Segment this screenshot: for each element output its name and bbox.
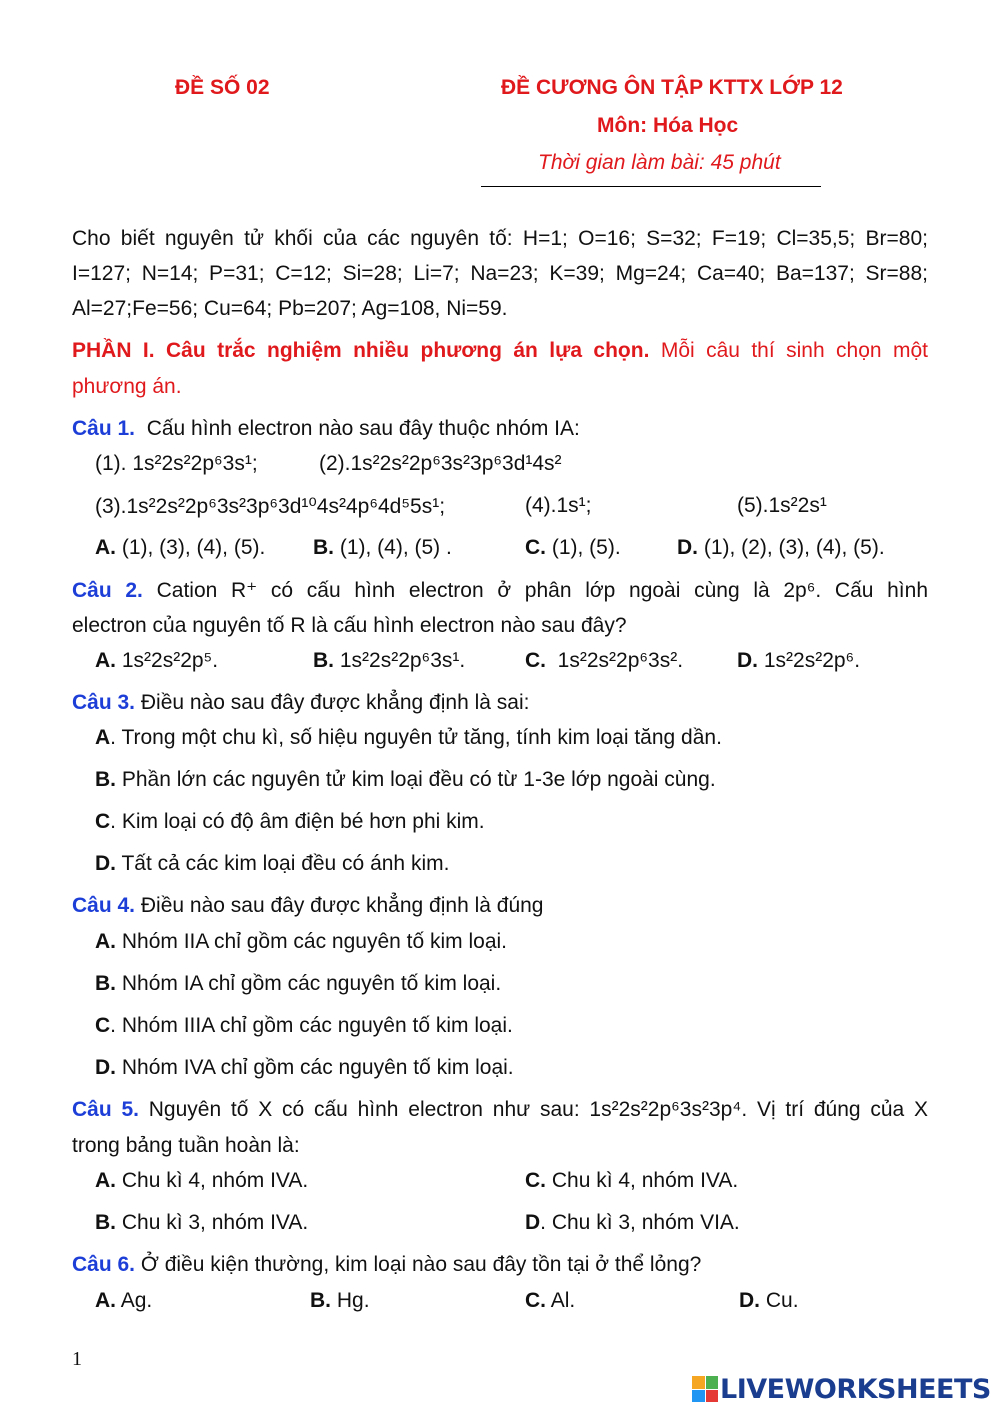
q6-option-d[interactable] (739, 1289, 799, 1313)
question-1 (72, 417, 580, 441)
option-label: D. (737, 649, 758, 672)
atomic-mass-line-3: Al=27;Fe=56; Cu=64; Pb=207; Ag=108, Ni=59. (72, 297, 508, 320)
part1-heading-line-2: phương án. (72, 375, 182, 398)
liveworksheets-brand: LIVEWORKSHEETS (720, 1373, 991, 1405)
question-5 (72, 1098, 928, 1122)
question-1-label: Câu 1. (72, 417, 136, 440)
q3-option-b[interactable] (95, 768, 716, 792)
question-6-label: Câu 6. (72, 1253, 136, 1276)
q4-option-d[interactable] (95, 1056, 514, 1080)
option-text: Chu kì 3, nhóm IVA. (121, 1211, 309, 1234)
q6-option-c[interactable] (525, 1289, 575, 1313)
question-4 (72, 894, 543, 918)
atomic-mass-line-2: I=127; N=14; P=31; C=12; Si=28; Li=7; Na=23; K=39; Mg=24; Ca=40; Ba=137; Sr=88; (72, 262, 928, 285)
duration-label: Thời gian làm bài: 45 phút (538, 151, 781, 174)
option-text: . Trong một chu kì, số hiệu nguyên tử tăng, tính kim loại tăng dần. (110, 726, 722, 749)
q6-option-a[interactable] (95, 1289, 152, 1313)
q5-option-b[interactable] (95, 1211, 308, 1235)
exam-number: ĐỀ SỐ 02 (175, 76, 270, 99)
q4-option-c[interactable] (95, 1014, 513, 1038)
option-text: . Chu kì 3, nhóm VIA. (540, 1211, 740, 1234)
q1-item-2: (2).1s²2s²2p⁶3s²3p⁶3d¹4s² (319, 452, 562, 475)
option-label: C. (525, 536, 546, 559)
option-text: Phần lớn các nguyên tử kim loại đều có từ 1-3e lớp ngoài cùng. (121, 768, 716, 791)
option-label: B. (313, 536, 334, 559)
logo-square-3 (692, 1390, 705, 1403)
option-text: Al. (550, 1289, 576, 1312)
q4-option-a[interactable] (95, 930, 507, 954)
option-text: Hg. (336, 1289, 370, 1312)
question-2-line-1: Cation R⁺ có cấu hình electron ở phân lớp ngoài cùng là 2p⁶. Cấu hình (156, 579, 928, 602)
option-text: Tất cả các kim loại đều có ánh kim. (121, 852, 450, 875)
question-2-label: Câu 2. (72, 579, 143, 602)
question-3 (72, 691, 529, 715)
q2-option-c[interactable] (525, 649, 683, 673)
question-4-text: Điều nào sau đây được khẳng định là đúng (140, 894, 544, 917)
atomic-mass-line-1: Cho biết nguyên tử khối của các nguyên tố: H=1; O=16; S=32; F=19; Cl=35,5; Br=80; (72, 227, 928, 250)
q5-option-d[interactable] (525, 1211, 740, 1235)
option-text: . Kim loại có độ âm điện bé hơn phi kim. (110, 810, 485, 833)
question-2 (72, 578, 928, 603)
option-label: A. (95, 1169, 116, 1192)
option-text: (1), (3), (4), (5). (121, 536, 266, 559)
option-text: Nhóm IVA chỉ gồm các nguyên tố kim loại. (121, 1056, 514, 1079)
q2-option-b[interactable] (313, 649, 465, 673)
option-label: C. (525, 649, 546, 672)
option-text: (1), (4), (5) . (339, 536, 452, 559)
option-text: 1s²2s²2p⁶3s². (557, 649, 684, 672)
option-text: 1s²2s²2p⁶. (763, 649, 861, 672)
page-number: 1 (72, 1348, 82, 1370)
document-title: ĐỀ CƯƠNG ÔN TẬP KTTX LỚP 12 (501, 76, 843, 99)
option-text: Ag. (120, 1289, 153, 1312)
question-3-label: Câu 3. (72, 691, 136, 714)
q4-option-b[interactable] (95, 972, 501, 996)
question-6-text: Ở điều kiện thường, kim loại nào sau đây tồn tại ở thể lỏng? (140, 1253, 702, 1276)
option-label: D. (739, 1289, 760, 1312)
question-5-line-1: Nguyên tố X có cấu hình electron như sau: 1s²2s²2p⁶3s²3p⁴. Vị trí đúng của X (148, 1098, 928, 1121)
q3-option-c[interactable] (95, 810, 485, 834)
q1-item-4: (4).1s¹; (525, 494, 592, 517)
option-text: Cu. (765, 1289, 799, 1312)
option-text: 1s²2s²2p⁵. (121, 649, 219, 672)
option-label: B. (313, 649, 334, 672)
question-5-label: Câu 5. (72, 1098, 139, 1121)
logo-square-2 (706, 1376, 719, 1389)
option-label: C (95, 1014, 111, 1037)
option-label: D. (95, 852, 116, 875)
option-label: C. (525, 1169, 546, 1192)
option-text: Chu kì 4, nhóm IVA. (551, 1169, 739, 1192)
option-text: . Nhóm IIIA chỉ gồm các nguyên tố kim loại. (110, 1014, 513, 1037)
q6-option-b[interactable] (310, 1289, 370, 1313)
q1-option-c[interactable] (525, 536, 621, 560)
option-label: A. (95, 1289, 116, 1312)
option-label: A. (95, 930, 116, 953)
option-label: A. (95, 536, 116, 559)
option-label: C (95, 810, 111, 833)
question-6 (72, 1253, 701, 1277)
question-4-label: Câu 4. (72, 894, 136, 917)
q2-option-d[interactable] (737, 649, 860, 673)
q1-item-3: (3).1s²2s²2p⁶3s²3p⁶3d¹⁰4s²4p⁶4d⁵5s¹; (95, 495, 446, 518)
question-2-line-2: electron của nguyên tố R là cấu hình electron nào sau đây? (72, 614, 627, 637)
q1-option-d[interactable] (677, 536, 885, 560)
question-1-text: Cấu hình electron nào sau đây thuộc nhóm IA: (146, 417, 580, 440)
option-text: Nhóm IIA chỉ gồm các nguyên tố kim loại. (121, 930, 508, 953)
question-5-line-2: trong bảng tuần hoàn là: (72, 1134, 300, 1157)
q1-item-1: (1). 1s²2s²2p⁶3s¹; (95, 452, 258, 475)
question-3-text: Điều nào sau đây được khẳng định là sai: (140, 691, 530, 714)
subject-label: Môn: Hóa Học (597, 114, 739, 137)
logo-square-4 (706, 1390, 719, 1403)
option-label: B. (95, 768, 116, 791)
option-label: B. (95, 972, 116, 995)
part1-heading (72, 339, 928, 363)
option-label: D. (95, 1056, 116, 1079)
option-label: C. (525, 1289, 546, 1312)
option-text: (1), (2), (3), (4), (5). (703, 536, 885, 559)
q3-option-a[interactable] (95, 726, 722, 750)
option-text: 1s²2s²2p⁶3s¹. (339, 649, 466, 672)
q5-option-a[interactable] (95, 1169, 308, 1193)
header-divider (481, 186, 821, 187)
option-text: Chu kì 4, nhóm IVA. (121, 1169, 309, 1192)
option-label: A (95, 726, 111, 749)
q1-item-5: (5).1s²2s¹ (737, 494, 827, 517)
liveworksheets-logo-icon (692, 1376, 718, 1402)
option-label: B. (95, 1211, 116, 1234)
logo-square-1 (692, 1376, 705, 1389)
part1-heading-bold: PHẦN I. Câu trắc nghiệm nhiều phương án lựa chọn. (72, 339, 650, 362)
option-text: Nhóm IA chỉ gồm các nguyên tố kim loại. (121, 972, 502, 995)
q1-option-b[interactable] (313, 536, 452, 560)
q3-option-d[interactable] (95, 852, 449, 876)
q1-option-a[interactable] (95, 536, 265, 560)
q5-option-c[interactable] (525, 1169, 738, 1193)
part1-heading-rest: Mỗi câu thí sinh chọn một (660, 339, 928, 362)
option-text: (1), (5). (551, 536, 621, 559)
liveworksheets-logo[interactable] (692, 1374, 991, 1404)
option-label: B. (310, 1289, 331, 1312)
option-label: D. (677, 536, 698, 559)
option-label: D (525, 1211, 541, 1234)
option-label: A. (95, 649, 116, 672)
q2-option-a[interactable] (95, 649, 218, 673)
